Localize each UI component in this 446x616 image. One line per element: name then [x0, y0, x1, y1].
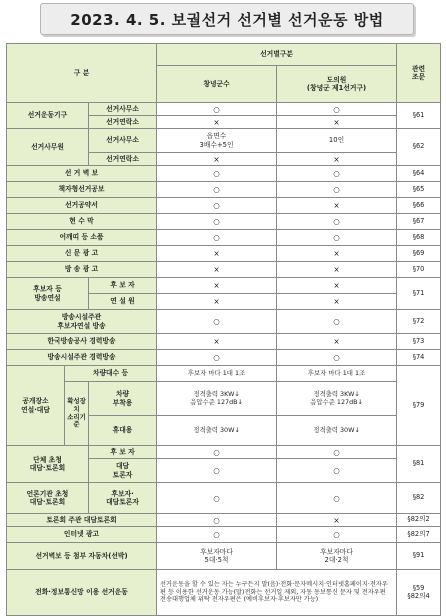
ref-91: §91: [397, 543, 441, 570]
newspaper-label: 신 문 광 고: [7, 246, 157, 262]
ref-73: §73: [397, 334, 441, 350]
mark-cell: ○: [157, 182, 277, 198]
ref-72: §72: [397, 310, 441, 334]
mark-cell: ○: [157, 230, 277, 246]
campaign-staff-label: 선거사무원: [7, 129, 89, 166]
portable-label: 휴대용: [89, 416, 157, 446]
telecom-description: 선거운동을 할 수 있는 자는 누구든지 말(음)·전화·문자메시지·인터넷홈페이지·전자우편 등 이용한 선거운동 가능(말)전화는 선거일 제외, 자동 동보통신 문자 및 전자우편 전송대행업체 위탁 전자우편은 (예비후보자·후보자만 가능): [157, 570, 397, 616]
ref-74: §74: [397, 350, 441, 366]
mark-cell: ○: [277, 483, 397, 514]
candidate-label: 후 보 자: [89, 278, 157, 294]
mark-cell: ×: [277, 514, 397, 527]
ref-62: §62: [397, 129, 441, 166]
mark-cell: ○: [277, 310, 397, 334]
ref-66: §66: [397, 198, 441, 214]
ref-82-7: §82의7: [397, 527, 441, 543]
staff-liaison-label: 선거연락소: [89, 153, 157, 166]
mark-cell: ×: [157, 116, 277, 129]
mark-cell: ×: [277, 246, 397, 262]
vehicle-mount-councilor: 정격출력 3KW↓ 음압수준 127dB↓: [277, 382, 397, 416]
ref-65: §65: [397, 182, 441, 198]
header-ref: 관련 조문: [397, 44, 441, 103]
kbs-route-label: 한국방송공사 경력방송: [7, 334, 157, 350]
loudspeaker-label: 확성장치 소리기준: [65, 382, 89, 446]
ref-82: §82: [397, 483, 441, 514]
mark-cell: ○: [157, 446, 277, 459]
dm-speaker-label: 후보자· 대담토론자: [89, 483, 157, 514]
vehicle-use-councilor: 후보자마다 2대·2척: [277, 543, 397, 570]
portable-governor: 정격출력 30W↓: [157, 416, 277, 446]
vehicle-use-governor: 후보자마다 5대·5척: [157, 543, 277, 570]
vehicles-councilor: 후보자 마다 1대 1조: [277, 366, 397, 382]
mark-cell: ○: [157, 459, 277, 483]
public-place-label: 공개장소 연설·대담: [7, 366, 65, 446]
ref-69: §69: [397, 246, 441, 262]
ref-82-2: §82의2: [397, 514, 441, 527]
mark-cell: ×: [157, 294, 277, 310]
mark-cell: ○: [157, 214, 277, 230]
mark-cell: ×: [277, 294, 397, 310]
mark-cell: ×: [277, 334, 397, 350]
mark-cell: ○: [277, 459, 397, 483]
portable-councilor: 정격출력 30W↓: [277, 416, 397, 446]
sash-label: 어깨띠 등 소품: [7, 230, 157, 246]
telecom-label: 전화·정보통신망 이용 선거운동: [7, 570, 157, 616]
campaign-methods-table: [6, 43, 441, 616]
ref-59: §59 §82의4: [397, 570, 441, 616]
mark-cell: ○: [157, 350, 277, 366]
ref-81: §81: [397, 446, 441, 483]
debate-group-label: 단체 초청 대담·토론회: [7, 446, 89, 483]
staff-office-label: 선거사무소: [89, 129, 157, 153]
dg-speaker-label: 대담 토론자: [89, 459, 157, 483]
mark-cell: ○: [277, 350, 397, 366]
mark-cell: ○: [277, 214, 397, 230]
campaign-office-label: 선거사무소: [89, 103, 157, 116]
mark-cell: ×: [277, 198, 397, 214]
mark-cell: ×: [157, 334, 277, 350]
mark-cell: ○: [157, 527, 277, 543]
mark-cell: ×: [277, 278, 397, 294]
mark-cell: ×: [157, 153, 277, 166]
mark-cell: ×: [277, 116, 397, 129]
placard-label: 현 수 막: [7, 214, 157, 230]
candidate-speech-label: 후보자 등 방송연설: [7, 278, 89, 310]
pledge-book-label: 선거공약서: [7, 198, 157, 214]
mark-cell: ×: [277, 262, 397, 278]
mark-cell: ×: [277, 153, 397, 166]
page-title: 2023. 4. 5. 보궐선거 선거별 선거운동 방법: [40, 3, 414, 35]
mark-cell: ○: [277, 182, 397, 198]
mark-cell: ×: [157, 278, 277, 294]
ref-70: §70: [397, 262, 441, 278]
mark-cell: ○: [277, 230, 397, 246]
ref-64: §64: [397, 166, 441, 182]
mark-cell: ○: [157, 198, 277, 214]
mark-cell: ○: [277, 166, 397, 182]
campaign-agency-label: 선거운동기구: [7, 103, 89, 129]
header-provincial-councilor: 도의원 (창녕군 제1선거구): [277, 66, 397, 103]
vehicle-mount-governor: 정격출력 3KW↓ 음압수준 127dB↓: [157, 382, 277, 416]
mark-cell: ○: [277, 103, 397, 116]
speaker-label: 연 설 원: [89, 294, 157, 310]
broadcast-ad-label: 방 송 광 고: [7, 262, 157, 278]
internet-ad-label: 인터넷 광고: [7, 527, 157, 543]
mark-cell: ○: [157, 166, 277, 182]
mark-cell: ○: [157, 483, 277, 514]
facility-speech-label: 방송시설주관 후보자연설 방송: [7, 310, 157, 334]
mark-cell: ○: [157, 310, 277, 334]
campaign-liaison-label: 선거연락소: [89, 116, 157, 129]
ref-61: §61: [397, 103, 441, 129]
banner-label: 선 거 벽 보: [7, 166, 157, 182]
mark-cell: ○: [157, 103, 277, 116]
ref-67: §67: [397, 214, 441, 230]
vehicle-use-label: 선거벽보 등 첨부 자동차(선박): [7, 543, 157, 570]
commission-debate-label: 토론회 주관 대담토론회: [7, 514, 157, 527]
header-category: 구 분: [7, 44, 157, 103]
vehicles-label: 차량대수 등: [65, 366, 157, 382]
mark-cell: ×: [157, 246, 277, 262]
ref-71: §71: [397, 278, 441, 310]
mark-cell: ○: [277, 446, 397, 459]
mark-cell: ○: [277, 527, 397, 543]
staff-office-governor: 읍면수 3배수+5인: [157, 129, 277, 153]
staff-office-councilor: 10인: [277, 129, 397, 153]
ref-68: §68: [397, 230, 441, 246]
ref-79: §79: [397, 366, 441, 446]
debate-media-label: 언론기관 초청 대담·토론회: [7, 483, 89, 514]
booklet-label: 책자형선거공보: [7, 182, 157, 198]
facility-route-label: 방송시설주관 경력방송: [7, 350, 157, 366]
mark-cell: ○: [157, 514, 277, 527]
vehicles-governor: 후보자 마다 1대 1조: [157, 366, 277, 382]
mark-cell: ×: [157, 262, 277, 278]
dg-candidate-label: 후 보 자: [89, 446, 157, 459]
header-election-types: 선거별구분: [157, 44, 397, 66]
vehicle-mount-label: 차량 부착용: [89, 382, 157, 416]
header-county-governor: 창녕군수: [157, 66, 277, 103]
